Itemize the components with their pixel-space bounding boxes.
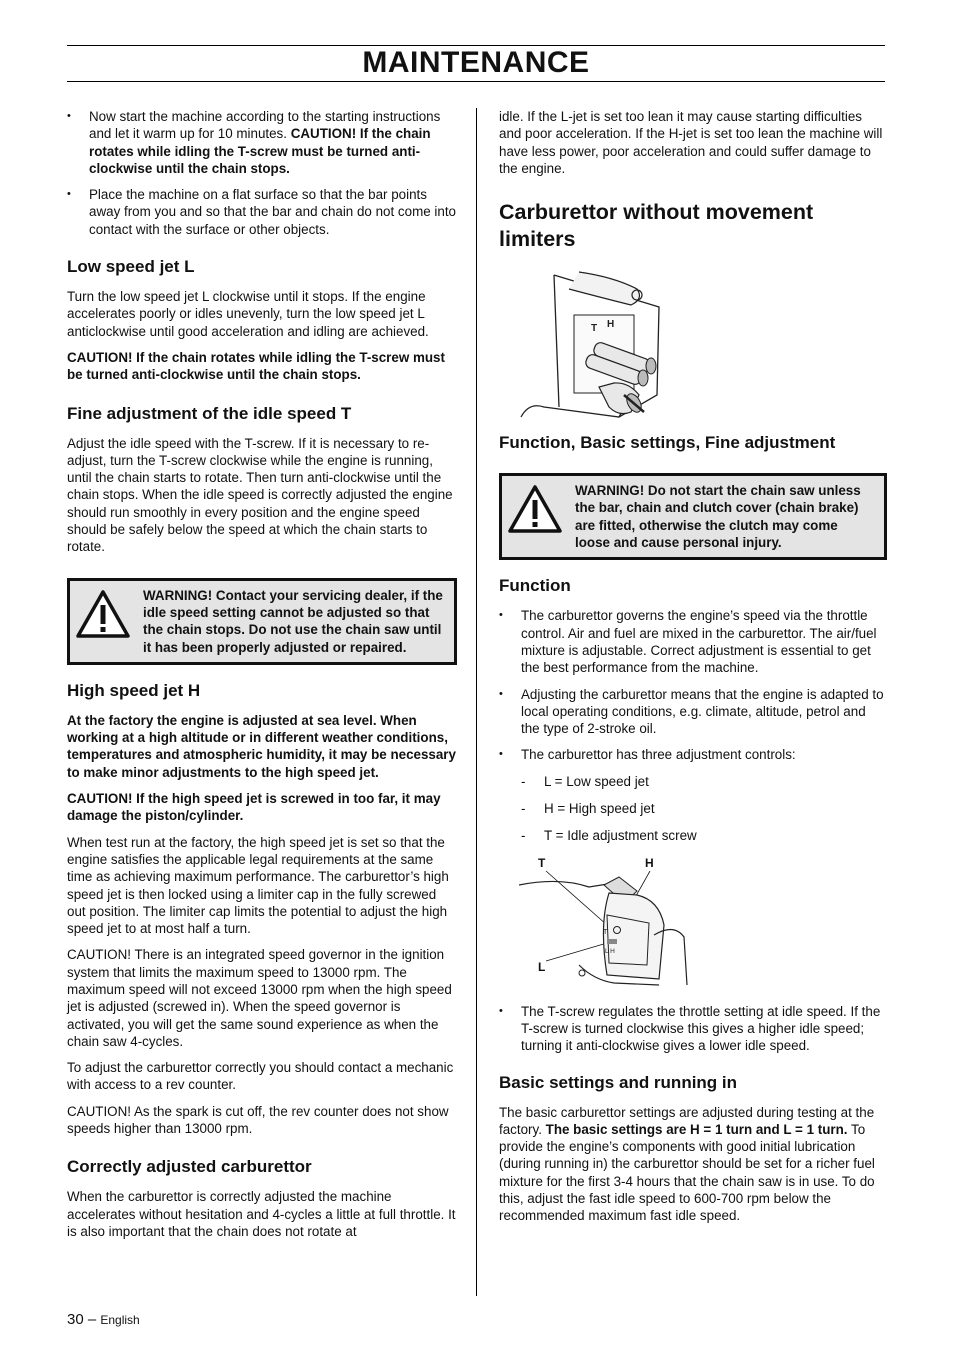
high-speed-text-1: When test run at the factory, the high speed jet is set so that the engine satisfies the applicable legal requirements at the same time as achieving maximum performance. The carburettor’s high speed jet is then locked using a limiter cap in the fully screwed out position. The limiter cap limits the potential to adjust the high speed jet to at most half a turn.	[67, 834, 449, 937]
high-speed-notice: At the factory the engine is adjusted at sea level. When working at a high altitude or in different weather conditions, temperatures and atmospheric humidity, it may be necessary to make minor adjustments to the high speed jet.	[67, 712, 456, 780]
list-item: - H = High speed jet	[499, 800, 887, 817]
warning-box-idle	[67, 578, 457, 665]
fig1-label-t: T	[591, 323, 598, 335]
list-item: - T = Idle adjustment screw	[499, 827, 887, 844]
page-title: MAINTENANCE	[362, 46, 590, 79]
fig1-label-h: H	[607, 319, 615, 331]
function-bullet-list	[499, 607, 887, 763]
function-basic-heading: Function, Basic settings, Fine adjustment	[499, 433, 836, 453]
list-item: • The carburettor governs the engine’s speed via the throttle control. Air and fuel are mixed in the carburettor. The air/fuel mixture is adjustable. Correct adjustment is essential to get the best performance from the machine.	[499, 607, 887, 676]
fine-adjustment-text: Adjust the idle speed with the T-screw. If it is necessary to re-adjust, turn the T-screw clockwise while the engine is running, until the chain starts to rotate. Then turn anti-clockwise until the chain stops. When the idle speed is correctly adjusted the engine should run smoothly in every position and the engine speed should be safely below the speed at which the chain starts to rotate.	[67, 435, 453, 555]
footer-language: English	[100, 1313, 140, 1327]
list-item: • Now start the machine according to the starting instructions and let it warm up for 10 minutes. CAUTION! If the chain rotates while idling the T-screw must be turned anti-clockwise until the chain stops.	[67, 108, 457, 177]
list-item: • The carburettor has three adjustment controls:	[499, 746, 887, 763]
basic-settings-heading: Basic settings and running in	[499, 1072, 738, 1092]
warning-text-idle: WARNING! Contact your servicing dealer, if the idle speed setting cannot be adjusted so that the chain stops. Do not use the chain saw until it has been properly adjusted or repaired.	[143, 587, 443, 655]
column-divider	[476, 108, 477, 1296]
high-speed-heading: High speed jet H	[67, 680, 201, 700]
fine-adjustment-heading: Fine adjustment of the idle speed T	[67, 403, 352, 423]
intro-bullet-list	[67, 108, 457, 238]
t-screw-bullet-list	[499, 1003, 887, 1055]
fig2-small-lh: L H	[605, 947, 615, 955]
continued-text: idle. If the L-jet is set too lean it may cause starting difficulties and poor acceleration. If the H-jet is set too lean the machine will have less power, poor acceleration and could suffer damage to the engine.	[499, 109, 883, 176]
fig2-label-h: H	[645, 855, 654, 870]
high-speed-text-4: CAUTION! As the spark is cut off, the rev counter does not show speeds higher than 13000 rpm.	[67, 1103, 449, 1137]
basic-settings-text: The basic carburettor settings are adjusted during testing at the factory. The basic settings are H = 1 turn and L = 1 turn. To provide the engine’s components with good initial lubrication (during running in) the carburettor should be set for a richer fuel mixture for the first 3-4 hours that the chain saw is in use. To do this, adjust the fast idle speed to 600-700 rpm below the recommended maximum fast idle speed.	[499, 1104, 875, 1224]
warning-box-chainsaw	[499, 473, 887, 560]
carburettor-screws-illustration	[519, 267, 669, 427]
warning-triangle-icon	[75, 589, 131, 639]
low-speed-caution: CAUTION! If the chain rotates while idling the T-screw must be turned anti-clockwise until the chain stops.	[67, 349, 445, 383]
fig2-label-t: T	[538, 855, 546, 870]
adjustment-controls-illustration	[519, 855, 689, 991]
carburettor-heading: Carburettor without movement limiters	[499, 200, 814, 252]
low-speed-heading: Low speed jet L	[67, 257, 195, 277]
page-footer: 30 – English	[67, 1311, 140, 1328]
high-speed-text-2: CAUTION! There is an integrated speed governor in the ignition system that limits the maximum speed to 13000 rpm. The maximum speed will not exceed 13000 rpm when the high speed jet is adjusted (screwed in). When the speed governor is activated, you will get the same sound experience as when the chain saw 4-cycles.	[67, 947, 452, 1049]
list-item: • Place the machine on a flat surface so that the bar points away from you and so that the bar and chain do not come into contact with the surface or other objects.	[67, 186, 457, 238]
high-speed-caution: CAUTION! If the high speed jet is screwed in too far, it may damage the piston/cylinder.	[67, 791, 441, 824]
function-heading: Function	[499, 576, 571, 596]
list-item: • Adjusting the carburettor means that the engine is adapted to local operating conditions, e.g. climate, altitude, petrol and the type of 2-stroke oil.	[499, 686, 887, 738]
controls-list	[499, 773, 887, 845]
list-item: • The T-screw regulates the throttle setting at idle speed. If the T-screw is turned clockwise this gives a higher idle speed; turning it anti-clockwise gives a lower idle speed.	[499, 1003, 887, 1055]
warning-text-chainsaw: WARNING! Do not start the chain saw unless the bar, chain and clutch cover (chain brake) are fitted, otherwise the clutch may come loose and cause personal injury.	[575, 483, 861, 551]
low-speed-text: Turn the low speed jet L clockwise until it stops. If the engine accelerates poorly or idles unevenly, turn the low speed jet L anticlockwise until good acceleration and idling are achieved.	[67, 289, 429, 339]
left-column	[67, 108, 457, 1249]
fig2-label-l: L	[538, 959, 546, 974]
list-item: - L = Low speed jet	[499, 773, 887, 790]
fig2-small-t: T	[603, 928, 608, 936]
high-speed-text-3: To adjust the carburettor correctly you should contact a mechanic with access to a rev counter.	[67, 1060, 454, 1093]
correct-carburettor-heading: Correctly adjusted carburettor	[67, 1157, 312, 1177]
warning-triangle-icon	[507, 484, 563, 534]
title-bottom-rule	[67, 81, 885, 82]
correct-carburettor-text: When the carburettor is correctly adjusted the machine accelerates without hesitation and 4-cycles a little at full throttle. It is also important that the chain does not rotate at	[67, 1189, 456, 1239]
right-column	[499, 108, 887, 1234]
page-number: 30	[67, 1311, 84, 1328]
